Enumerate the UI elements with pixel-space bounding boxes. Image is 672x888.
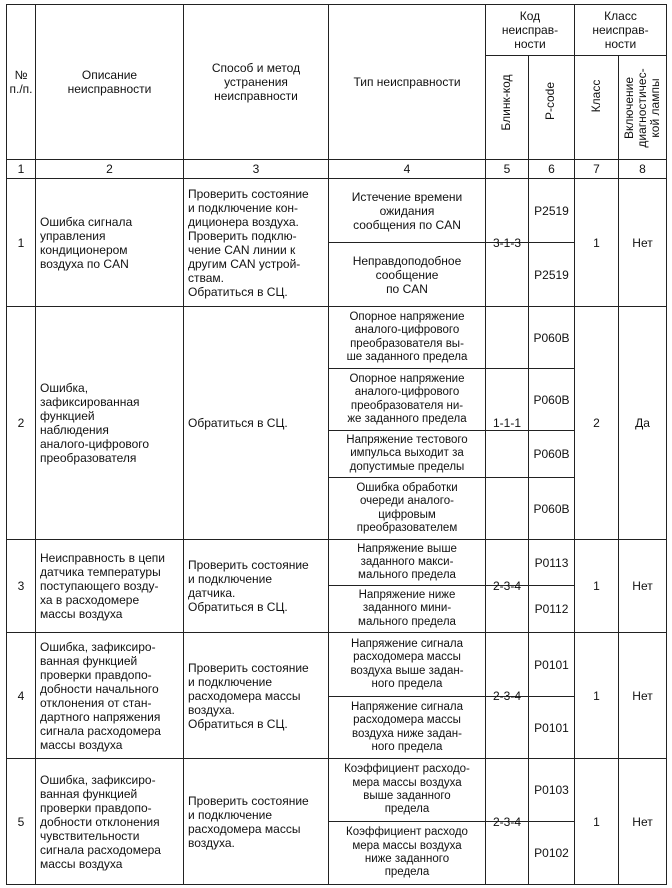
header-subdivider [485, 55, 667, 56]
row-3-p-code-1: P0113 [534, 555, 569, 570]
row-4-fault-type-1: Напряжение сигнала расходомера массы воздуха выше задан- ного предела [350, 637, 464, 690]
row-2-p-code-1: P060B [533, 330, 570, 345]
row-2-p-code-2: P060B [533, 392, 570, 407]
row-3-p-code-2: P0112 [534, 602, 569, 616]
row-2-p-code-3: P060B [533, 447, 570, 461]
col-number-3: 3 [252, 162, 260, 176]
col-number-4: 4 [403, 162, 411, 176]
row-4-class: 1 [593, 688, 600, 703]
row-4-p-code-2: P0101 [534, 720, 569, 735]
row-5-blink-code: 2-3-4 [492, 814, 521, 829]
header-num: № п./п. [9, 68, 33, 96]
header-code-group: Код неисправ- ности [501, 9, 559, 51]
row-3-blink-code: 2-3-4 [492, 579, 521, 593]
row-1-class: 1 [593, 235, 600, 250]
col-number-6: 6 [548, 162, 555, 176]
row-3-lamp: Нет [632, 579, 653, 593]
row-4-blink-code: 2-3-4 [492, 688, 521, 703]
row-5-method: Проверить состояние и подключение расходомера массы воздуха. [188, 793, 309, 850]
row-5-class: 1 [593, 814, 600, 829]
row-2-class: 2 [593, 416, 600, 430]
row-2-fault-type-4: Ошибка обработки очереди аналого- цифровым преобразователем [356, 481, 458, 534]
row-1-blink-code: 3-1-3 [492, 235, 521, 250]
col-number-5: 5 [503, 162, 511, 176]
col-number-2: 2 [106, 162, 113, 176]
col-number-1: 1 [17, 162, 25, 176]
border-right [666, 4, 667, 885]
row-4-description: Ошибка, зафиксиро- ванная функцией проверки правдопо- добности начального отклонения от стан- дартного напряжения сигнала расходомера массы воздуха [40, 639, 161, 752]
row-5-description: Ошибка, зафиксиро- ванная функцией проверки правдопо- добности отклонения чувствительности сигнала расходомера массы воздуха [40, 772, 161, 871]
border-bottom [6, 884, 667, 885]
row-1-num: 1 [17, 235, 25, 250]
row-3-fault-type-1: Напряжение выше заданного макси- мального предела [357, 542, 457, 582]
header-class: Класс [589, 79, 603, 113]
header-method: Способ и метод устранения неисправности [211, 61, 301, 103]
row-1-p-code-2: P2519 [534, 267, 569, 282]
row-5-lamp: Нет [632, 814, 653, 829]
row-4-fault-type-2: Напряжение сигнала расходомера массы воздуха ниже задан- ного предела [350, 700, 464, 753]
row-1-p-code-1: P2519 [534, 203, 569, 218]
row-3-fault-type-2: Напряжение ниже заданного мини- мального предела [358, 589, 456, 628]
row-5-fault-type-2: Коэффициент расходо мера массы воздуха ниже заданного предела [346, 826, 468, 879]
row-1-fault-type-1: Истечение времени ожидания сообщения по CAN [351, 189, 463, 232]
header-p-code: P-code [543, 81, 557, 121]
header-blink-code: Блинк-код [499, 74, 513, 131]
row-1-lamp: Нет [632, 235, 653, 250]
row-2-description: Ошибка, зафиксированная функцией наблюдения аналого-цифрового преобразователя [40, 381, 150, 465]
row-3-class: 1 [593, 579, 600, 593]
row-5-num: 5 [17, 814, 25, 829]
row-2-method: Обратиться в СЦ. [188, 416, 288, 430]
row-4-p-code-1: P0101 [534, 657, 569, 672]
header-diagnostic-lamp: Включение диагностичес- кой лампы [622, 68, 662, 148]
row-4-num: 4 [17, 688, 25, 703]
row-2-num: 2 [17, 416, 25, 430]
row-2-fault-type-1: Опорное напряжение аналого-цифрового преобразователя вы- ше заданного предела [346, 310, 468, 363]
row-2-fault-type-3: Напряжение тестового импульса выходит за допустимые пределы [346, 434, 468, 473]
row-1-description: Ошибка сигнала управления кондиционером воздуха по CAN [40, 214, 133, 271]
row-3-description: Неисправность в цепи датчика температуры поступающего возду- ха в расходомере массы воздуха [40, 551, 165, 621]
row-5-p-code-2: P0102 [534, 846, 569, 860]
row-1-method: Проверить состояние и подключение кон- диционера воздуха. Проверить подклю- чение CAN линии к другим CAN устрой- ствам. Обратиться в СЦ. [188, 186, 309, 299]
col-number-8: 8 [639, 162, 646, 176]
row-3-method: Проверить состояние и подключение датчика. Обратиться в СЦ. [188, 558, 309, 614]
header-description: Описание неисправности [67, 68, 152, 96]
row-2-lamp: Да [635, 416, 650, 430]
row-5-p-code-1: P0103 [534, 783, 569, 797]
row-1-fault-type-2: Неправдоподобное сообщение по CAN [352, 253, 462, 296]
col-number-7: 7 [593, 162, 600, 176]
row-3-num: 3 [17, 579, 25, 593]
row-2-fault-type-2: Опорное напряжение аналого-цифрового преобразователя ни- же заданного предела [347, 372, 467, 425]
row-4-lamp: Нет [632, 688, 653, 703]
row-2-p-code-4: P060B [533, 501, 570, 516]
row-2-blink-code: 1-1-1 [492, 416, 521, 430]
header-class-group: Класс неисправ- ности [592, 9, 649, 51]
header-fault-type: Тип неисправности [353, 75, 461, 89]
row-5-fault-type-1: Коэффициент расходо- мера массы воздуха выше заданного предела [344, 763, 470, 816]
row-4-method: Проверить состояние и подключение расходомера массы воздуха. Обратиться в СЦ. [188, 660, 309, 731]
